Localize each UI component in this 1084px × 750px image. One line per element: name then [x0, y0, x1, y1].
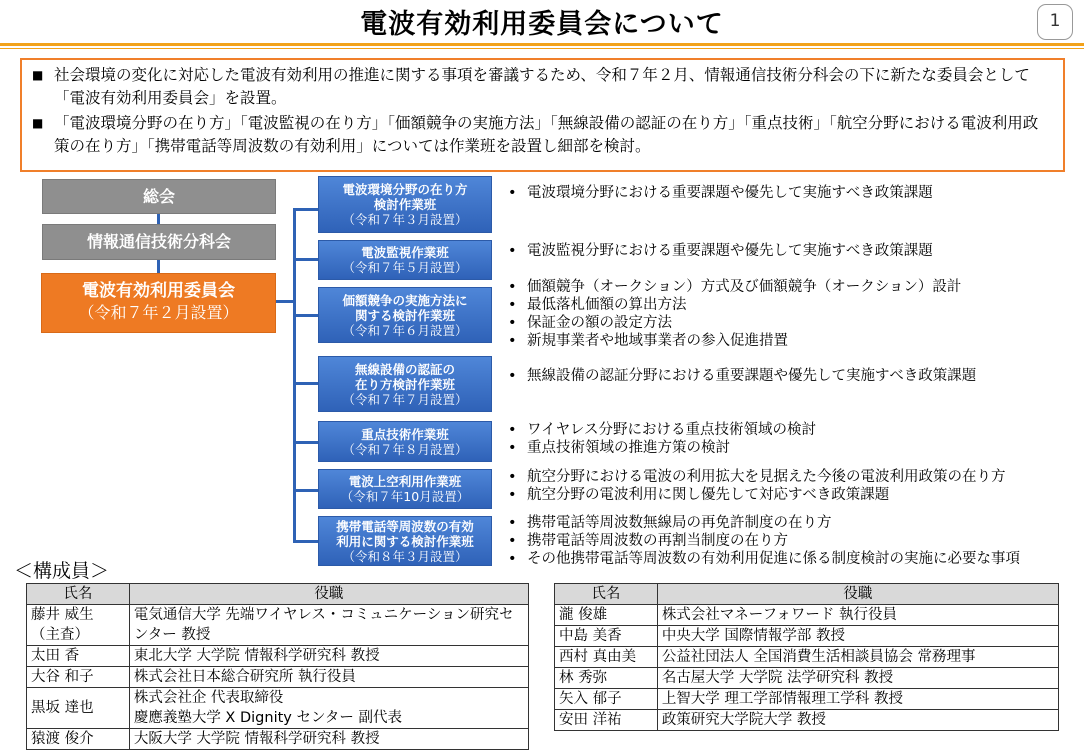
wg-items — [508, 184, 933, 202]
list-item: • 重点技術領域の推進方策の検討 — [508, 440, 730, 456]
wg-date: （令和８年３月設置） — [342, 548, 468, 564]
list-item-text: 保証金の額の設定方法 — [527, 315, 672, 331]
list-item-text: 最低落札価額の算出方法 — [527, 297, 687, 313]
list-item: • 電波環境分野における重要課題や優先して実施すべき政策課題 — [508, 185, 933, 201]
branch-line — [293, 489, 318, 492]
committee-date: （令和７年２月設置） — [78, 303, 239, 322]
member-role: 東北大学 大学院 情報科学研究科 教授 — [129, 646, 528, 667]
list-item: • その他携帯電話等周波数の有効利用促進に係る制度検討の実施に必要な事項 — [508, 551, 1020, 567]
council-box: 情報通信技術分科会 — [42, 224, 276, 260]
list-item-text: ワイヤレス分野における重点技術領域の検討 — [527, 422, 816, 438]
member-role: 株式会社日本総合研究所 執行役員 — [129, 667, 528, 688]
column-header: 役職 — [129, 584, 528, 605]
wg-name: 携帯電話等周波数の有効 利用に関する検討作業班 — [336, 518, 474, 549]
wg-date: （令和７年５月設置） — [342, 260, 468, 275]
wg-date: （令和７年10月設置） — [340, 489, 470, 504]
table-header-row — [27, 584, 529, 605]
list-item-text: 重点技術領域の推進方策の検討 — [527, 440, 730, 456]
list-item: • 航空分野における電波の利用拡大を見据えた今後の電波利用政策の在り方 — [508, 469, 1006, 485]
list-item-text: 電波監視分野における重要課題や優先して実施すべき政策課題 — [527, 243, 933, 259]
list-item-text: 価額競争（オークション）方式及び価額競争（オークション）設計 — [527, 279, 962, 295]
member-role: 政策研究大学院大学 教授 — [657, 710, 1058, 731]
working-group-box — [318, 469, 492, 509]
table-row — [27, 688, 529, 729]
list-item-text: 無線設備の認証分野における重要課題や優先して実施すべき政策課題 — [527, 368, 977, 384]
member-name: 中島 美香 — [555, 626, 658, 647]
table-header-row — [555, 584, 1059, 605]
wg-items — [508, 278, 961, 350]
wg-date: （令和７年８月設置） — [342, 441, 468, 457]
list-item-text: 携帯電話等周波数の再割当制度の在り方 — [527, 533, 788, 549]
square-bullet-icon: ■ — [32, 68, 44, 82]
column-header: 役職 — [657, 584, 1058, 605]
wg-name: 電波環境分野の在り方 検討作業班 — [342, 182, 468, 212]
member-role: 名古屋大学 大学院 法学研究科 教授 — [657, 668, 1058, 689]
member-name: 矢入 郁子 — [555, 689, 658, 710]
member-name: 太田 香 — [27, 646, 130, 667]
branch-line — [293, 441, 318, 444]
table-row — [555, 668, 1059, 689]
list-item: • 電波監視分野における重要課題や優先して実施すべき政策課題 — [508, 243, 933, 259]
member-name: 安田 洋祐 — [555, 710, 658, 731]
member-name: 大谷 和子 — [27, 667, 130, 688]
wg-date: （令和７年６月設置） — [342, 322, 468, 338]
working-group-box — [318, 421, 492, 462]
wg-name: 無線設備の認証の 在り方検討作業班 — [354, 361, 455, 392]
table-row — [555, 689, 1059, 710]
page-title: 電波有効利用委員会について — [360, 9, 724, 40]
intro-text: 「電波環境分野の在り方」「電波監視の在り方」「価額競争の実施方法」「無線設備の認証の在り方」「重点技術」「航空分野における電波利用政策の在り方」「携帯電話等周波数の有効利用」については作業班を設置し細部を検討。 — [54, 114, 1039, 155]
table-row — [555, 710, 1059, 731]
working-group-box — [318, 516, 492, 566]
member-role: 上智大学 理工学部情報理工学科 教授 — [657, 689, 1058, 710]
intro-box — [20, 58, 1065, 172]
square-bullet-icon: ■ — [32, 116, 44, 130]
page-number: 1 — [1037, 4, 1073, 40]
members-table-left — [26, 583, 529, 750]
member-role: 公益社団法人 全国消費生活相談員協会 常務理事 — [657, 647, 1058, 668]
table-row — [555, 626, 1059, 647]
wg-items — [508, 514, 1020, 568]
working-group-box — [318, 240, 492, 280]
member-name: 林 秀弥 — [555, 668, 658, 689]
committee-box — [41, 273, 276, 333]
list-item: • 新規事業者や地域事業者の参入促進措置 — [508, 333, 788, 349]
list-item: • 携帯電話等周波数の再割当制度の在り方 — [508, 533, 788, 549]
member-name: 猿渡 俊介 — [27, 729, 130, 750]
list-item-text: 航空分野における電波の利用拡大を見据えた今後の電波利用政策の在り方 — [527, 469, 1006, 485]
wg-items — [508, 468, 1006, 504]
intro-bullet — [32, 64, 1053, 110]
header-rule — [0, 43, 1084, 46]
wg-date: （令和７年３月設置） — [342, 212, 468, 227]
table-row — [555, 605, 1059, 626]
member-role: 株式会社企 代表取締役 慶應義塾大学 X Dignity センター 副代表 — [129, 688, 528, 729]
list-item-text: 新規事業者や地域事業者の参入促進措置 — [527, 333, 788, 349]
member-role: 電気通信大学 先端ワイヤレス・コミュニケーション研究センター 教授 — [129, 605, 528, 646]
working-group-box — [318, 176, 492, 233]
table-row — [555, 647, 1059, 668]
list-item: • 無線設備の認証分野における重要課題や優先して実施すべき政策課題 — [508, 368, 977, 384]
working-group-box — [318, 287, 492, 343]
list-item: • 航空分野の電波利用に関し優先して対応すべき政策課題 — [508, 487, 890, 503]
wg-name: 価額競争の実施方法に 関する検討作業班 — [342, 292, 468, 323]
connector-line — [157, 214, 160, 224]
branch-line — [293, 382, 318, 385]
member-name: 藤井 威生 （主査） — [27, 605, 130, 646]
member-role: 大阪大学 大学院 情報科学研究科 教授 — [129, 729, 528, 750]
working-group-box — [318, 356, 492, 412]
header-rule-thin — [0, 48, 1084, 49]
member-role: 中央大学 国際情報学部 教授 — [657, 626, 1058, 647]
list-item: • 価額競争（オークション）方式及び価額競争（オークション）設計 — [508, 279, 962, 295]
table-row — [27, 729, 529, 750]
committee-name: 電波有効利用委員会 — [82, 281, 235, 301]
member-name: 西村 真由美 — [555, 647, 658, 668]
list-item: • 最低落札価額の算出方法 — [508, 297, 687, 313]
wg-date: （令和７年７月設置） — [342, 391, 468, 407]
table-row — [27, 646, 529, 667]
list-item: • 携帯電話等周波数無線局の再免許制度の在り方 — [508, 515, 832, 531]
wg-name: 重点技術作業班 — [361, 426, 449, 442]
wg-name: 電波監視作業班 — [361, 245, 449, 260]
connector-line — [157, 260, 160, 273]
branch-line — [293, 258, 318, 261]
intro-bullet — [32, 112, 1053, 158]
list-item-text: 電波環境分野における重要課題や優先して実施すべき政策課題 — [527, 185, 933, 201]
wg-items — [508, 367, 976, 385]
members-table-right — [554, 583, 1059, 731]
table-row — [27, 605, 529, 646]
branch-line — [293, 208, 318, 211]
member-name: 黒坂 達也 — [27, 688, 130, 729]
list-item: • 保証金の額の設定方法 — [508, 315, 672, 331]
branch-line — [293, 540, 318, 543]
column-header: 氏名 — [555, 584, 658, 605]
list-item-text: 携帯電話等周波数無線局の再免許制度の在り方 — [527, 515, 832, 531]
column-header: 氏名 — [27, 584, 130, 605]
list-item-text: 航空分野の電波利用に関し優先して対応すべき政策課題 — [527, 487, 890, 503]
wg-items — [508, 242, 933, 260]
general-assembly-box: 総会 — [42, 179, 276, 214]
member-name: 瀧 俊雄 — [555, 605, 658, 626]
members-heading: ＜構成員＞ — [14, 560, 110, 582]
table-row — [27, 667, 529, 688]
member-role: 株式会社マネーフォワード 執行役員 — [657, 605, 1058, 626]
list-item-text: その他携帯電話等周波数の有効利用促進に係る制度検討の実施に必要な事項 — [527, 551, 1020, 567]
branch-line — [293, 314, 318, 317]
wg-items — [508, 421, 816, 457]
intro-text: 社会環境の変化に対応した電波有効利用の推進に関する事項を審議するため、令和７年２月、情報通信技術分科会の下に新たな委員会として「電波有効利用委員会」を設置。 — [54, 66, 1030, 107]
list-item: • ワイヤレス分野における重点技術領域の検討 — [508, 422, 816, 438]
wg-name: 電波上空利用作業班 — [348, 474, 462, 489]
